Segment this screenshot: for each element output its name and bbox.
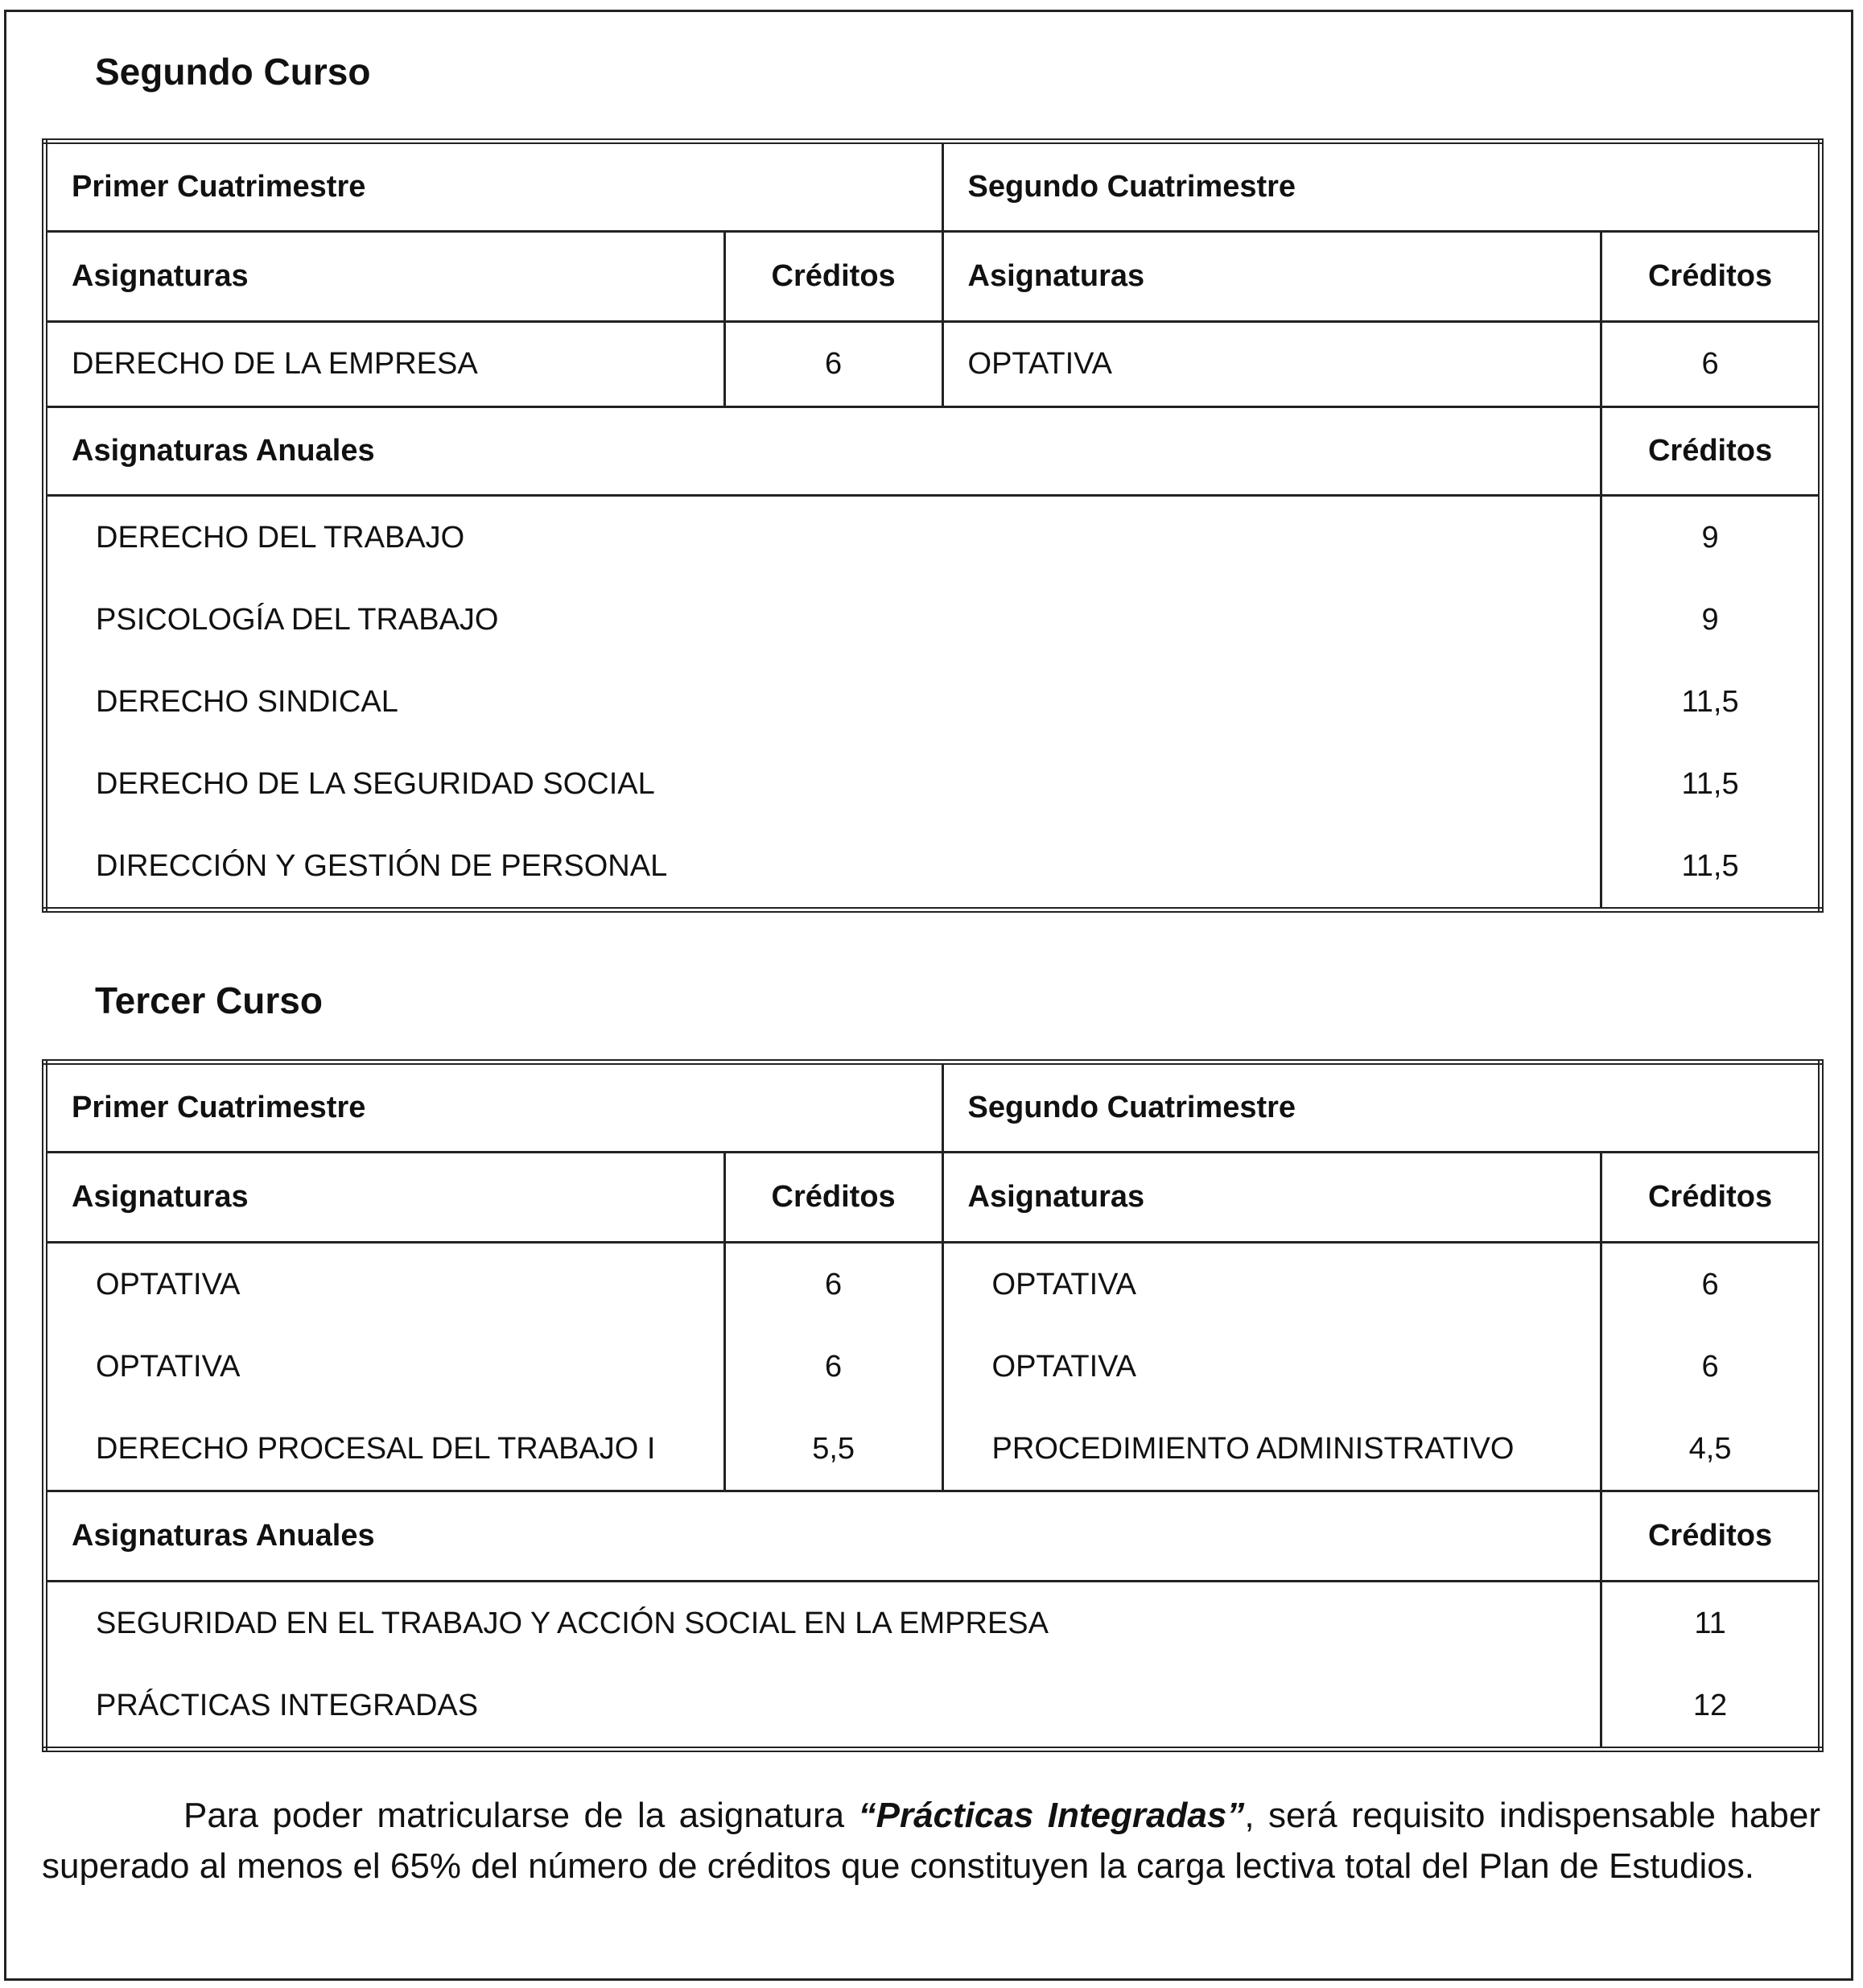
annual-subjects — [45, 496, 1601, 910]
annual-credits — [1601, 1582, 1821, 1750]
annual-subject-credits: 9 — [1701, 520, 1719, 555]
annual-subject-credits: 12 — [1692, 1688, 1728, 1722]
sem1-credits-header: Créditos — [724, 1153, 942, 1243]
annual-subjects — [45, 1582, 1601, 1750]
sem2-credits-header: Créditos — [1601, 1153, 1821, 1243]
sem1-header: Primer Cuatrimestre — [45, 142, 943, 232]
annual-subject-credits: 11,5 — [1681, 684, 1739, 719]
annual-subject-name: DERECHO DEL TRABAJO — [96, 520, 465, 555]
annual-header: Asignaturas Anuales — [45, 407, 1601, 496]
second-year-table — [42, 138, 1824, 913]
sem1-subjects — [45, 1243, 725, 1491]
subject-name: OPTATIVA — [942, 322, 1601, 407]
sem2-subjects-header: Asignaturas — [942, 232, 1601, 322]
subject-name: DERECHO DE LA EMPRESA — [45, 322, 725, 407]
sem2-credits-header: Créditos — [1601, 232, 1821, 322]
annual-subject-name: PSICOLOGÍA DEL TRABAJO — [96, 602, 499, 637]
subject-name: PROCEDIMIENTO ADMINISTRATIVO — [991, 1431, 1515, 1466]
subject-credits: 5,5 — [812, 1431, 855, 1466]
annual-credits-header: Créditos — [1601, 1491, 1821, 1582]
sem2-header: Segundo Cuatrimestre — [942, 142, 1820, 232]
subject-name: OPTATIVA — [991, 1349, 1136, 1384]
sem2-subjects-header: Asignaturas — [942, 1153, 1601, 1243]
annual-subject-name: SEGURIDAD EN EL TRABAJO Y ACCIÓN SOCIAL EN LA EMPRESA — [96, 1606, 1049, 1640]
annual-subject-credits: 11 — [1694, 1606, 1726, 1640]
subject-credits: 6 — [724, 322, 942, 407]
sem1-subjects-header: Asignaturas — [45, 1153, 725, 1243]
annual-subject-name: DIRECCIÓN Y GESTIÓN DE PERSONAL — [96, 848, 668, 883]
annual-header: Asignaturas Anuales — [45, 1491, 1601, 1582]
annual-subject-credits: 9 — [1701, 602, 1719, 637]
annual-subject-name: DERECHO DE LA SEGURIDAD SOCIAL — [96, 766, 655, 801]
note-emphasis: “Prácticas Integradas” — [858, 1796, 1245, 1835]
subject-credits: 6 — [1601, 322, 1821, 407]
subject-name: OPTATIVA — [96, 1349, 241, 1384]
subject-credits: 6 — [825, 1349, 843, 1384]
sem1-credits-header: Créditos — [724, 232, 942, 322]
third-year-title: Tercer Curso — [95, 980, 323, 1021]
subject-credits: 6 — [825, 1267, 843, 1301]
sem1-header: Primer Cuatrimestre — [45, 1062, 943, 1153]
subject-credits: 6 — [1701, 1267, 1719, 1301]
sem2-subjects — [942, 1243, 1601, 1491]
annual-subject-name: DERECHO SINDICAL — [96, 684, 398, 719]
sem2-header: Segundo Cuatrimestre — [942, 1062, 1820, 1153]
subject-credits: 4,5 — [1688, 1431, 1732, 1466]
note-text-after: , será requisito indispensable haber superado al menos el 65% del número de créditos que constituyen la carga lectiva total del Plan de Estudios. — [42, 1796, 1820, 1886]
annual-credits — [1601, 496, 1821, 910]
annual-subject-credits: 11,5 — [1681, 848, 1739, 883]
note-text-before: Para poder matricularse de la asignatura — [183, 1796, 859, 1835]
sem1-credits — [724, 1243, 942, 1491]
second-year-title: Segundo Curso — [95, 51, 371, 93]
annual-subject-credits: 11,5 — [1681, 766, 1739, 801]
subject-name: DERECHO PROCESAL DEL TRABAJO I — [96, 1431, 656, 1466]
requirement-note — [42, 1790, 1820, 1891]
subject-name: OPTATIVA — [991, 1267, 1136, 1301]
subject-credits: 6 — [1701, 1349, 1719, 1384]
annual-subject-name: PRÁCTICAS INTEGRADAS — [96, 1688, 479, 1722]
annual-credits-header: Créditos — [1601, 407, 1821, 496]
subject-name: OPTATIVA — [96, 1267, 241, 1301]
sem2-credits — [1601, 1243, 1821, 1491]
sem1-subjects-header: Asignaturas — [45, 232, 725, 322]
third-year-table — [42, 1059, 1824, 1752]
